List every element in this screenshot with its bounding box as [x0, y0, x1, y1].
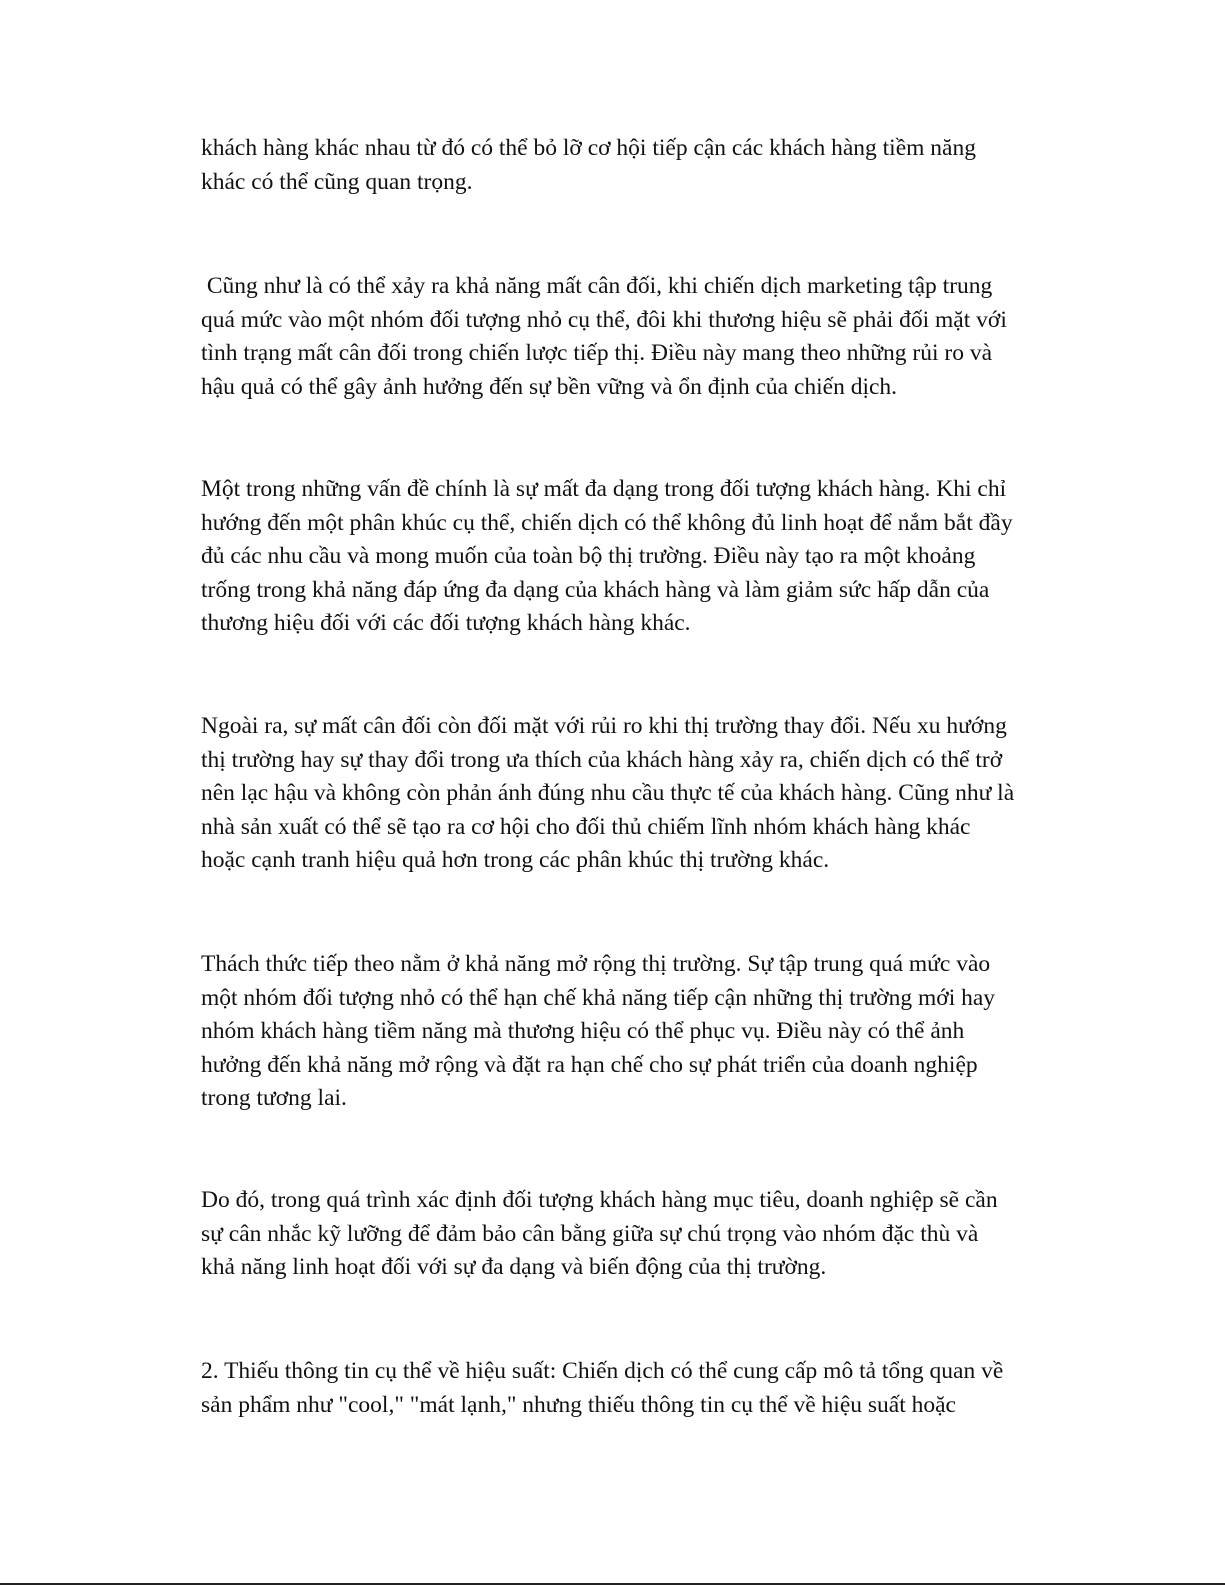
paragraph-3	[201, 473, 1051, 641]
text-line: Cũng như là có thể xảy ra khả năng mất cân đối, khi chiến dịch marketing tập trung	[201, 273, 993, 299]
text-line: Do đó, trong quá trình xác định đối tượng khách hàng mục tiêu, doanh nghiệp sẽ cần	[201, 1187, 998, 1213]
text-line: trống trong khả năng đáp ứng đa dạng của khách hàng và làm giảm sức hấp dẫn của	[201, 576, 990, 603]
paragraph-1	[201, 132, 1051, 199]
text-line: nên lạc hậu và không còn phản ánh đúng nhu cầu thực tế của khách hàng. Cũng như là	[201, 780, 1015, 807]
paragraph-2	[201, 270, 1051, 404]
paragraph-4	[201, 710, 1051, 878]
text-line: khác có thể cũng quan trọng.	[201, 168, 473, 195]
text-line: sự cân nhắc kỹ lưỡng để đảm bảo cân bằng giữa sự chú trọng vào nhóm đặc thù và	[201, 1220, 979, 1247]
text-line: Ngoài ra, sự mất cân đối còn đối mặt với rủi ro khi thị trường thay đổi. Nếu xu hướng	[201, 713, 1007, 739]
text-line: đủ các nhu cầu và mong muốn của toàn bộ thị trường. Điều này tạo ra một khoảng	[201, 543, 976, 570]
paragraph-5	[201, 948, 1051, 1116]
text-line: sản phẩm như "cool," "mát lạnh," nhưng thiếu thông tin cụ thể về hiệu suất hoặc	[201, 1391, 956, 1418]
paragraph-7	[201, 1355, 1051, 1422]
text-line: một nhóm đối tượng nhỏ có thể hạn chế khả năng tiếp cận những thị trường mới hay	[201, 984, 996, 1011]
text-line: trong tương lai.	[201, 1085, 347, 1112]
paragraph-6	[201, 1184, 1051, 1285]
text-line: hưởng đến khả năng mở rộng và đặt ra hạn chế cho sự phát triển của doanh nghiệp	[201, 1051, 978, 1078]
text-line: thương hiệu đối với các đối tượng khách hàng khác.	[201, 610, 691, 637]
text-line: 2. Thiếu thông tin cụ thể về hiệu suất: Chiến dịch có thể cung cấp mô tả tổng quan về	[201, 1358, 1004, 1384]
text-line: Thách thức tiếp theo nằm ở khả năng mở rộng thị trường. Sự tập trung quá mức vào	[201, 951, 991, 977]
text-line: thị trường hay sự thay đổi trong ưa thích của khách hàng xảy ra, chiến dịch có thể trở	[201, 746, 1003, 773]
text-line: khách hàng khác nhau từ đó có thể bỏ lỡ cơ hội tiếp cận các khách hàng tiềm năng	[201, 135, 976, 161]
text-line: hậu quả có thể gây ảnh hưởng đến sự bền vững và ổn định của chiến dịch.	[201, 373, 898, 400]
text-line: Một trong những vấn đề chính là sự mất đa dạng trong đối tượng khách hàng. Khi chỉ	[201, 476, 1007, 502]
text-line: hoặc cạnh tranh hiệu quả hơn trong các phân khúc thị trường khác.	[201, 847, 830, 874]
text-line: tình trạng mất cân đối trong chiến lược tiếp thị. Điều này mang theo những rủi ro và	[201, 340, 993, 367]
text-line: quá mức vào một nhóm đối tượng nhỏ cụ thể, đôi khi thương hiệu sẽ phải đối mặt với	[201, 306, 1007, 333]
text-line: nhà sản xuất có thể sẽ tạo ra cơ hội cho đối thủ chiếm lĩnh nhóm khách hàng khác	[201, 813, 971, 840]
text-line: khả năng linh hoạt đối với sự đa dạng và biến động của thị trường.	[201, 1254, 827, 1281]
text-line: nhóm khách hàng tiềm năng mà thương hiệu có thể phục vụ. Điều này có thể ảnh	[201, 1018, 965, 1045]
text-line: hướng đến một phân khúc cụ thể, chiến dịch có thể không đủ linh hoạt để nắm bắt đầy	[201, 509, 1013, 536]
